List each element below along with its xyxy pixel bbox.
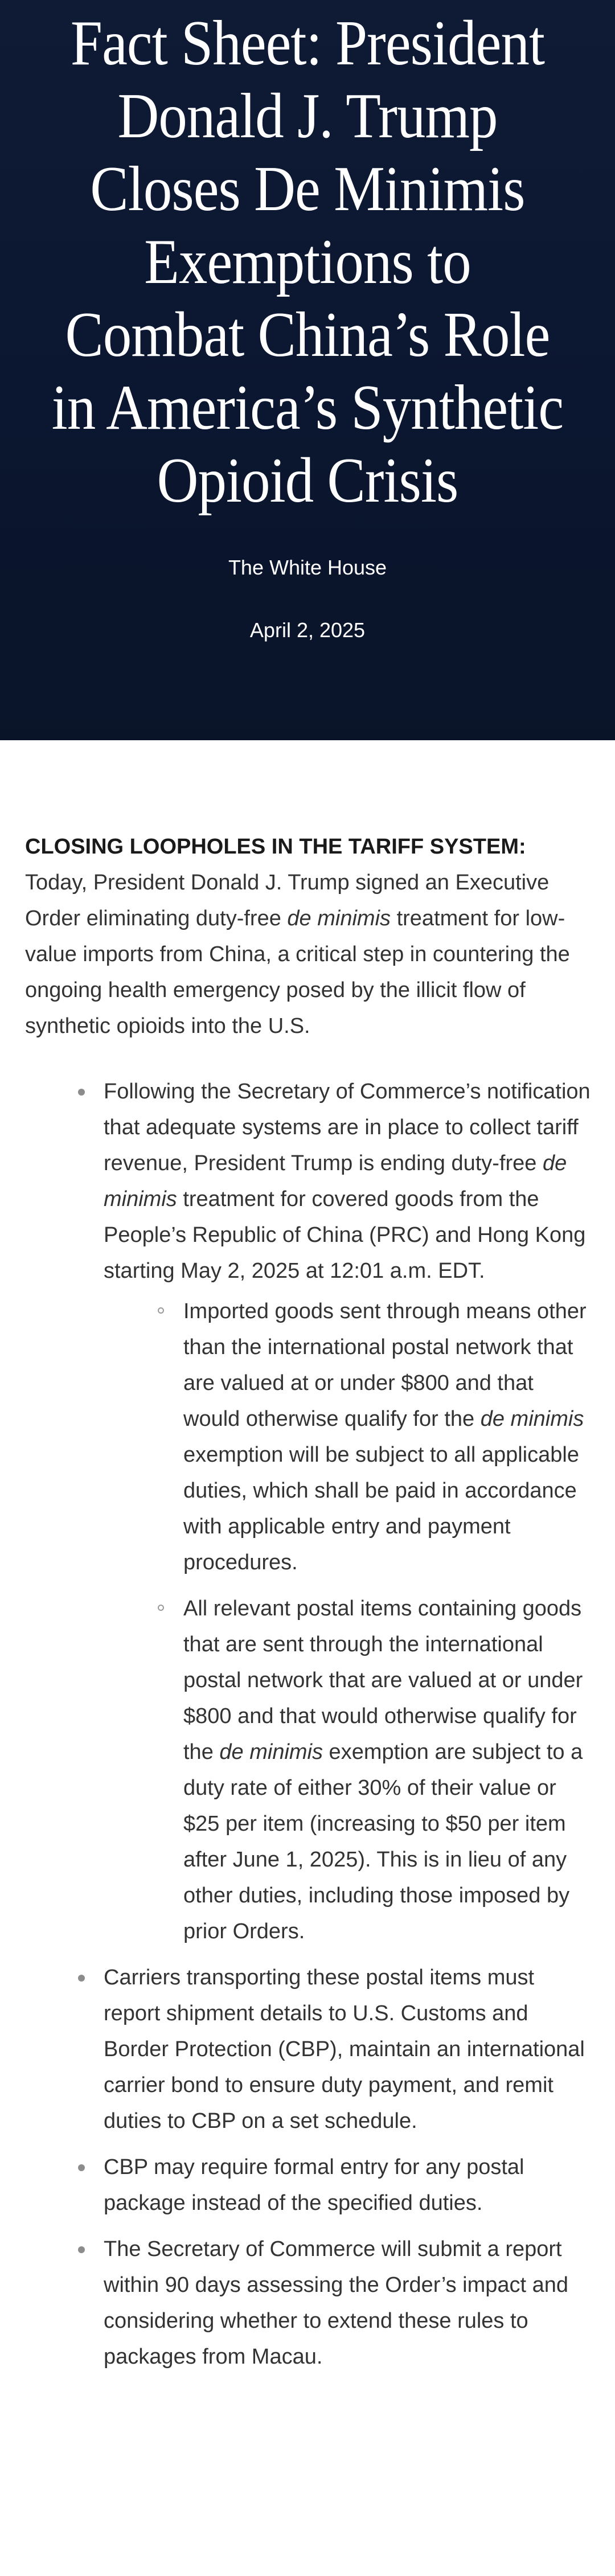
bullet-list — [25, 1074, 592, 2375]
list-item: CBP may require formal entry for any postal package instead of the specified duties. — [104, 2150, 592, 2221]
intro-text: Today, President Donald J. Trump signed an Executive Order eliminating duty-free — [25, 871, 550, 930]
sub-list-item-text-end: exemption will be subject to all applicable duties, which shall be paid in accordance with applicable entry and payment procedures. — [183, 1443, 579, 1574]
list-item-text: Following the Secretary of Commerce’s notification that adequate systems are in place to collect tariff revenue, President Trump is ending duty-free — [104, 1080, 591, 1175]
sub-list-item-text: Imported goods sent through means other than the international postal network that are valued at or under $800 and that would otherwise qualify for the — [183, 1299, 587, 1431]
hero-banner — [0, 0, 615, 740]
intro-emphasis: de minimis — [287, 906, 391, 930]
sub-list-item — [183, 1294, 592, 1581]
list-item: Carriers transporting these postal items must report shipment details to U.S. Customs and Border Protection (CBP), maintain an international carrier bond to ensure duty payment, and remit duties to CBP on a set schedule. — [104, 1960, 592, 2139]
sub-list-item — [183, 1591, 592, 1950]
list-item — [104, 1074, 592, 1950]
sub-list-item-text-end: exemption are subject to a duty rate of either 30% of their value or $25 per item (increasing to $50 per item after June 1, 2025). This is in lieu of any other duties, including those imposed by prior Orders. — [183, 1740, 583, 1943]
sub-list-item-emphasis: de minimis — [480, 1407, 584, 1431]
page-title: Fact Sheet: President Donald J. Trump Closes De Minimis Exemptions to Combat China’s Role in America’s Synthetic Opioid Crisis — [51, 8, 564, 516]
list-item: The Secretary of Commerce will submit a report within 90 days assessing the Order’s impact and considering whether to extend these rules to packages from Macau. — [104, 2232, 592, 2375]
sub-list-item-emphasis: de minimis — [219, 1740, 323, 1764]
list-item-text-end: treatment for covered goods from the People’s Republic of China (PRC) and Hong Kong starting May 2, 2025 at 12:01 a.m. EDT. — [104, 1187, 586, 1283]
list-item-emphasis: de minimis — [104, 1151, 567, 1211]
section-heading: CLOSING LOOPHOLES IN THE TARIFF SYSTEM: — [25, 835, 526, 859]
intro-text-end: treatment for low-value imports from China, a critical step in countering the ongoing health emergency posed by the illicit flow of synthetic opioids into the U.S. — [25, 906, 570, 1038]
publish-date: April 2, 2025 — [249, 618, 366, 642]
author-byline: The White House — [228, 556, 387, 579]
intro-paragraph — [25, 829, 592, 1044]
article-body — [0, 740, 615, 2375]
sub-list-item-text: All relevant postal items containing goods that are sent through the international postal network that are valued at or under $800 and that would otherwise qualify for the — [183, 1597, 583, 1764]
sub-bullet-list — [104, 1294, 592, 1950]
